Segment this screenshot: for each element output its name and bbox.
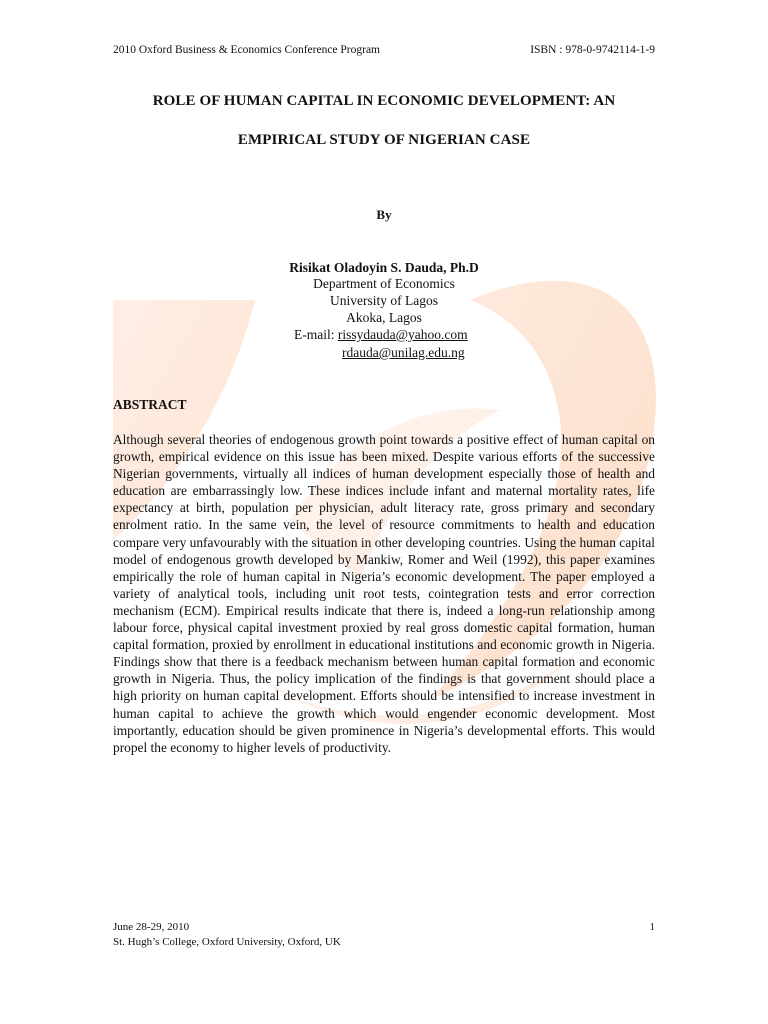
page-number: 1 bbox=[649, 921, 655, 933]
abstract-text: Although several theories of endogenous growth point towards a positive effect of human capital on growth, empirical evidence on this issue has been mixed. Despite various efforts of the successive Nigerian governments, virtually all indices of human development especially those of health and education are embarrassingly low. These indices include infant and maternal mortality rates, life expectancy at birth, population per physician, adult literacy rate, gross primary and secondary enrolment ratio. In the same vein, the level of resource commitments to health and education compare very unfavourably with the situation in other developing countries. Using the human capital model of endogenous growth developed by Mankiw, Romer and Weil (1992), this paper examines empirically the role of human capital in Nigeria’s economic development. The paper employed a variety of analytical tools, including unit root tests, cointegration tests and error correction mechanism (ECM). Empirical results indicate that there is, indeed a long-run relationship among labour force, physical capital investment proxied by real gross domestic capital formation, human capital formation, proxied by enrollment in educational institutions and economic growth in Nigeria. Findings show that there is a feedback mechanism between human capital formation and economic growth in Nigeria. Thus, the policy implication of the findings is that government should place a high priority on human capital development. Efforts should be intensified to increase investment in human capital to achieve the growth which would engender economic development. Most importantly, education should be given prominence in Nigeria’s developmental efforts. This would propel the economy to higher levels of productivity. bbox=[113, 432, 655, 755]
author-university: University of Lagos bbox=[330, 293, 438, 308]
byline: By bbox=[376, 207, 392, 222]
email-row-secondary bbox=[342, 345, 465, 361]
paper-title-line-2: EMPIRICAL STUDY OF NIGERIAN CASE bbox=[237, 132, 531, 148]
abstract-heading: ABSTRACT bbox=[113, 397, 187, 412]
email-label: E-mail: bbox=[294, 327, 335, 342]
author-location: Akoka, Lagos bbox=[346, 310, 422, 325]
author-department: Department of Economics bbox=[313, 276, 455, 291]
email-row bbox=[294, 327, 468, 343]
email-link-yahoo[interactable]: rissydauda@yahoo.com bbox=[337, 327, 468, 342]
footer-date: June 28-29, 2010 bbox=[113, 921, 190, 933]
paper-title-line-1: ROLE OF HUMAN CAPITAL IN ECONOMIC DEVELOPMENT: AN bbox=[152, 93, 616, 109]
email-link-unilag[interactable]: rdauda@unilag.edu.ng bbox=[342, 345, 465, 360]
running-header-isbn: ISBN : 978-0-9742114-1-9 bbox=[530, 44, 655, 56]
author-name: Risikat Oladoyin S. Dauda, Ph.D bbox=[289, 260, 479, 275]
footer-venue: St. Hugh’s College, Oxford University, Oxford, UK bbox=[113, 936, 341, 948]
running-header-conference: 2010 Oxford Business & Economics Conference Program bbox=[113, 44, 381, 56]
